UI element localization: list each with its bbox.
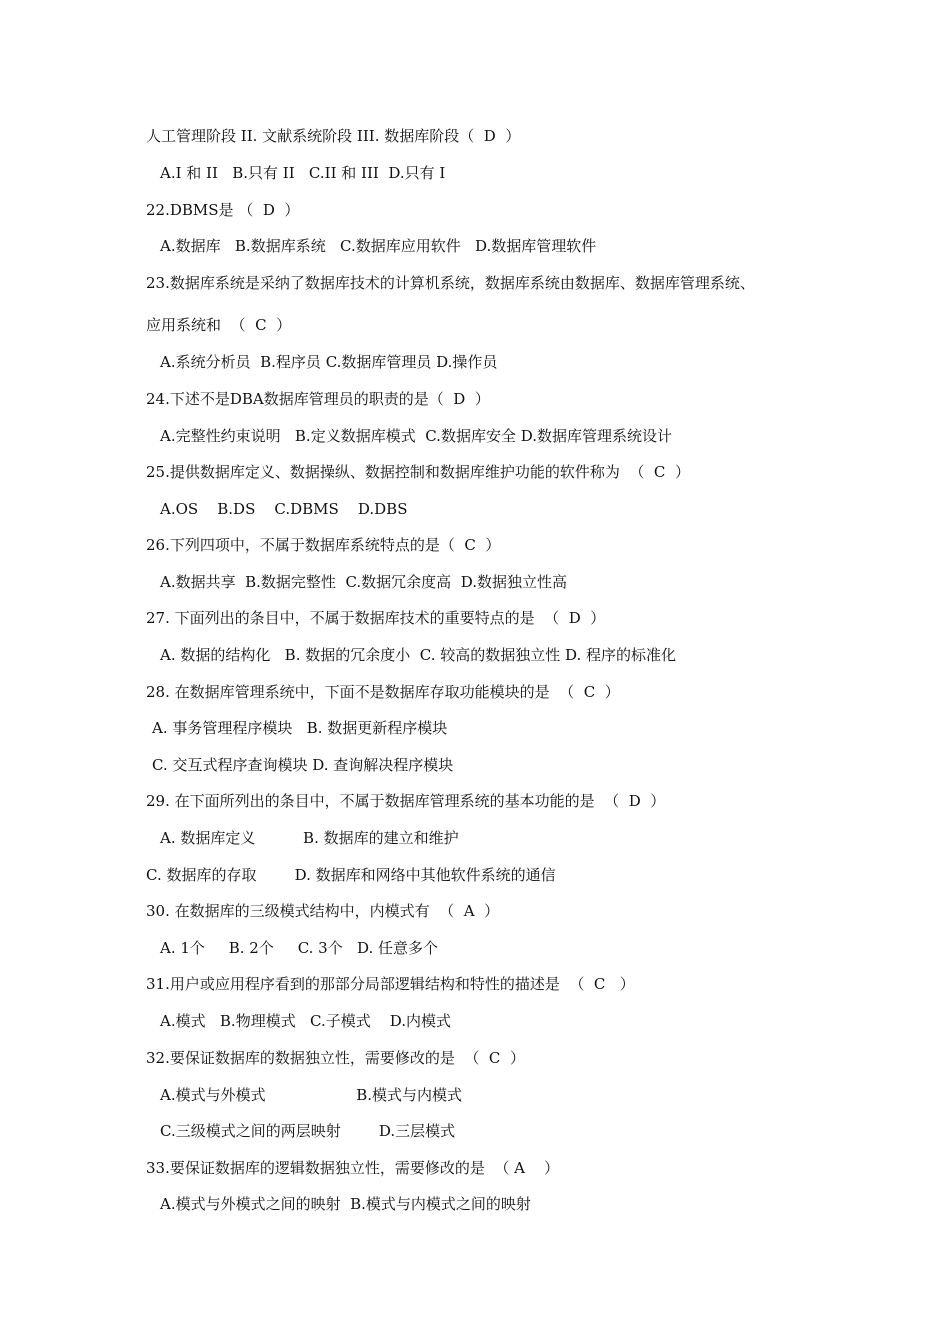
question-28-stem: 28. 在数据库管理系统中，下面不是数据库存取功能模块的是 （ C ） — [146, 683, 620, 701]
question-25-options: A.OS B.DS C.DBMS D.DBS — [160, 500, 408, 518]
question-33-stem: 33.要保证数据库的逻辑数据独立性，需要修改的是 （ A ） — [146, 1159, 560, 1177]
question-29-options-ab: A. 数据库定义 B. 数据库的建立和维护 — [160, 829, 459, 847]
question-28-options-ab: A. 事务管理程序模块 B. 数据更新程序模块 — [152, 719, 448, 737]
question-30-stem: 30. 在数据库的三级模式结构中，内模式有 （ A ） — [146, 902, 500, 920]
question-31-stem: 31.用户或应用程序看到的那部分局部逻辑结构和特性的描述是 （ C ） — [146, 975, 635, 993]
question-32-options-cd: C.三级模式之间的两层映射 D.三层模式 — [160, 1122, 456, 1140]
question-24-options: A.完整性约束说明 B.定义数据库模式 C.数据库安全 D.数据库管理系统设计 — [160, 427, 672, 445]
question-32-options-ab: A.模式与外模式 B.模式与内模式 — [160, 1086, 462, 1104]
question-22-stem: 22.DBMS是 （ D ） — [146, 201, 300, 219]
question-22-options: A.数据库 B.数据库系统 C.数据库应用软件 D.数据库管理软件 — [160, 237, 597, 255]
question-30-options: A. 1个 B. 2个 C. 3个 D. 任意多个 — [160, 939, 439, 957]
question-24-stem: 24.下述不是DBA数据库管理员的职责的是（ D ） — [146, 390, 490, 408]
question-28-options-cd: C. 交互式程序查询模块 D. 查询解决程序模块 — [152, 756, 454, 774]
question-26-options: A.数据共享 B.数据完整性 C.数据冗余度高 D.数据独立性高 — [160, 573, 567, 591]
question-21-options: A.I 和 II B.只有 II C.II 和 III D.只有 I — [160, 164, 446, 182]
question-26-stem: 26.下列四项中，不属于数据库系统特点的是（ C ） — [146, 536, 501, 554]
question-27-stem: 27. 下面列出的条目中，不属于数据库技术的重要特点的是 （ D ） — [146, 609, 606, 627]
question-23-stem-continued: 应用系统和 （ C ） — [146, 316, 292, 334]
question-29-stem: 29. 在下面所列出的条目中，不属于数据库管理系统的基本功能的是 （ D ） — [146, 792, 666, 810]
question-31-options: A.模式 B.物理模式 C.子模式 D.内模式 — [160, 1012, 452, 1030]
question-33-options: A.模式与外模式之间的映射 B.模式与内模式之间的映射 — [160, 1195, 531, 1213]
question-23-stem: 23.数据库系统是采纳了数据库技术的计算机系统，数据库系统由数据库、数据库管理系统、 — [146, 274, 755, 292]
question-29-options-cd: C. 数据库的存取 D. 数据库和网络中其他软件系统的通信 — [146, 866, 556, 884]
question-25-stem: 25.提供数据库定义、数据操纵、数据控制和数据库维护功能的软件称为 （ C ） — [146, 463, 690, 481]
question-27-options: A. 数据的结构化 B. 数据的冗余度小 C. 较高的数据独立性 D. 程序的标准化 — [160, 646, 677, 664]
question-32-stem: 32.要保证数据库的数据独立性，需要修改的是 （ C ） — [146, 1049, 525, 1067]
question-23-options: A.系统分析员 B.程序员 C.数据库管理员 D.操作员 — [160, 353, 498, 371]
question-21-stem-continued: 人工管理阶段 II. 文献系统阶段 III. 数据库阶段（ D ） — [146, 127, 521, 145]
